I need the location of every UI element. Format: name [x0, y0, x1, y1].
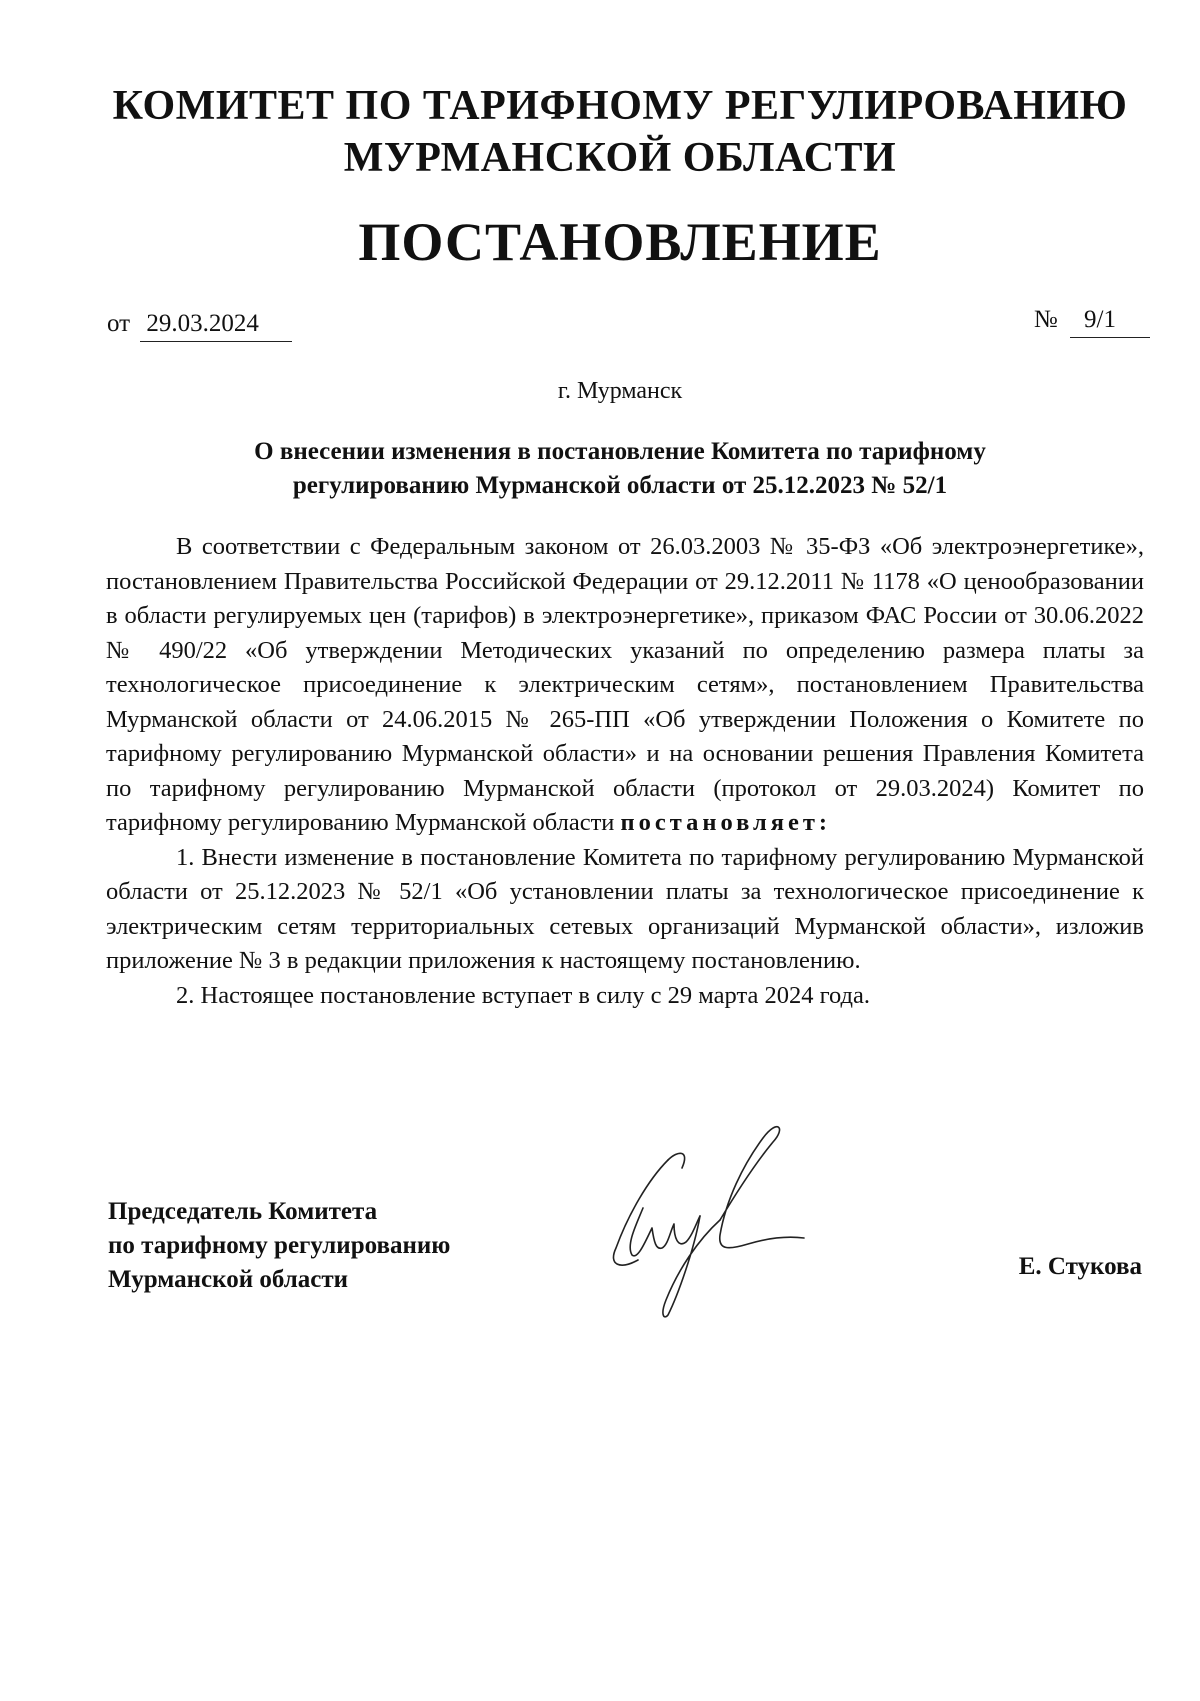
document-body [106, 530, 1144, 1013]
item-2-paragraph: 2. Настоящее постановление вступает в силу с 29 марта 2024 года. [176, 981, 871, 1009]
organization-name [80, 80, 1160, 184]
document-type-title: ПОСТАНОВЛЕНИЕ [358, 212, 882, 272]
signer-name: Е. Стукова [1018, 1253, 1142, 1280]
signer-title-line-1: Председатель Комитета [108, 1198, 378, 1225]
subject-line-2: регулированию Мурманской области от 25.12.2023 № 52/1 [292, 472, 948, 499]
signer-title [108, 1195, 450, 1297]
preamble-text: В соответствии с Федеральным законом от 26.03.2003 № 35-ФЗ «Об электроэнергетике», постановлением Правительства Российской Федерации от 29.12.2011 № 1178 «О ценообразовании в области регулируемых цен (тарифов) в электроэнергетике», приказом ФАС России от 30.06.2022 № 490/22 «Об утверждении Методических указаний по определению размера платы за технологическое присоединение к электрическим сетям», постановлением Правительства Мурманской области от 24.06.2015 № 265-ПП «Об утверждении Положения о Комитете по тарифному регулированию Мурманской области» и на основании решения Правления Комитета по тарифному регулированию Мурманской области (протокол от 29.03.2024) Комитет по тарифному регулированию Мурманской области [106, 533, 1144, 836]
org-line-1: КОМИТЕТ ПО ТАРИФНОМУ РЕГУЛИРОВАНИЮ [112, 83, 1128, 129]
date-prefix: от [107, 310, 131, 337]
preamble-paragraph [106, 530, 1144, 841]
date-value: 29.03.2024 [140, 308, 292, 342]
handwritten-signature [608, 1120, 848, 1320]
city: г. Мурманск [557, 378, 683, 404]
number-value: 9/1 [1070, 304, 1150, 338]
signer-title-line-3: Мурманской области [108, 1266, 349, 1293]
signer-title-line-2: по тарифному регулированию [108, 1232, 451, 1259]
item-1-paragraph: 1. Внести изменение в постановление Комитета по тарифному регулированию Мурманской области от 25.12.2023 № 52/1 «Об установлении платы за технологическое присоединение к электрическим сетям территориальных сетевых организаций Мурманской области», изложив приложение № 3 в редакции приложения к настоящему постановлению. [106, 843, 1144, 974]
document-number [1034, 304, 1150, 338]
org-line-2: МУРМАНСКОЙ ОБЛАСТИ [343, 135, 897, 181]
document-subject [120, 435, 1120, 503]
subject-line-1: О внесении изменения в постановление Комитета по тарифному [254, 438, 986, 465]
decree-word: постановляет: [620, 809, 832, 836]
number-prefix: № [1033, 306, 1058, 333]
document-date [107, 308, 292, 342]
